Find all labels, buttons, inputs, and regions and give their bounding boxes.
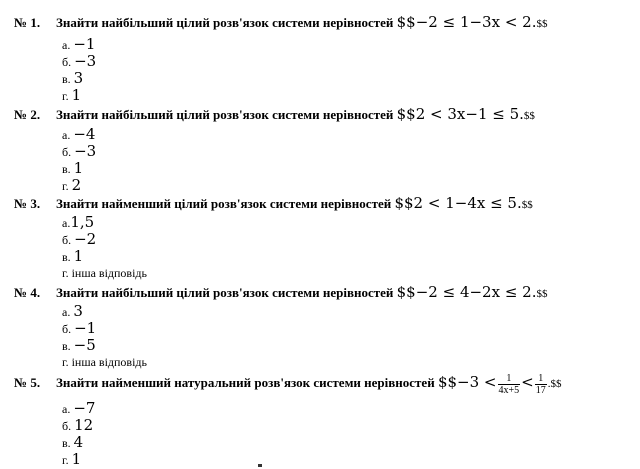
question-4-option-c xyxy=(62,337,96,355)
question-4-text: Знайти найбільший цілий розв'язок системи нерівностей xyxy=(56,285,394,300)
option-letter: б. xyxy=(62,322,72,336)
question-1-formula: $$−2 ≤ 1−3x < 2. xyxy=(396,13,537,31)
option-letter: в. xyxy=(62,436,71,450)
option-letter: а. xyxy=(62,128,71,142)
option-letter: г. xyxy=(62,266,69,280)
option-value: −3 xyxy=(74,52,97,70)
option-value: −3 xyxy=(74,142,97,160)
question-4-formula: $$−2 ≤ 4−2x ≤ 2. xyxy=(396,283,537,301)
question-5-fraction-2 xyxy=(535,373,547,396)
question-5-text: Знайти найменший натуральний розв'язок системи нерівностей xyxy=(56,375,435,390)
option-value: −4 xyxy=(73,125,96,143)
question-5-formula-end: .$$ xyxy=(547,378,562,390)
option-value: інша відповідь xyxy=(71,266,148,280)
fraction-denominator: 17 xyxy=(535,384,546,396)
option-letter: г. xyxy=(62,179,69,193)
question-3-text: Знайти найменший цілий розв'язок системи нерівностей xyxy=(56,196,392,211)
option-value: 1,5 xyxy=(70,213,95,231)
question-2-formula-end: $$ xyxy=(523,110,535,122)
option-value: 1 xyxy=(73,159,84,177)
option-value: 3 xyxy=(73,69,84,87)
question-2-number: № 2. xyxy=(14,107,41,122)
question-2-heading xyxy=(14,104,535,126)
stray-mark xyxy=(258,464,262,467)
option-letter: а. xyxy=(62,38,71,52)
option-value: 1 xyxy=(71,86,82,104)
option-value: 2 xyxy=(71,176,82,194)
option-letter: а. xyxy=(62,216,71,230)
fraction-numerator: 1 xyxy=(498,373,521,385)
option-value: 12 xyxy=(74,416,94,434)
option-letter: б. xyxy=(62,233,72,247)
question-3-formula: $$2 < 1−4x ≤ 5. xyxy=(394,194,522,212)
option-letter: б. xyxy=(62,419,72,433)
question-5-formula-mid: < xyxy=(521,373,534,391)
option-letter: б. xyxy=(62,145,72,159)
question-1-heading xyxy=(14,12,547,34)
question-1-number: № 1. xyxy=(14,15,41,30)
question-3-heading xyxy=(14,193,533,215)
option-value: −7 xyxy=(73,399,96,417)
option-letter: а. xyxy=(62,402,71,416)
option-letter: в. xyxy=(62,339,71,353)
option-letter: г. xyxy=(62,355,69,369)
option-letter: а. xyxy=(62,305,71,319)
question-5-fraction-1 xyxy=(498,373,521,396)
option-value: 4 xyxy=(73,433,84,451)
option-letter: г. xyxy=(62,89,69,103)
option-letter: в. xyxy=(62,72,71,86)
question-1-text: Знайти найбільший цілий розв'язок системи нерівностей xyxy=(56,15,394,30)
option-letter: б. xyxy=(62,55,72,69)
question-1-formula-end: $$ xyxy=(536,18,548,30)
option-value: −2 xyxy=(74,230,97,248)
option-letter: в. xyxy=(62,250,71,264)
question-5-number: № 5. xyxy=(14,375,41,390)
option-letter: в. xyxy=(62,162,71,176)
question-4-formula-end: $$ xyxy=(536,288,548,300)
option-value: −5 xyxy=(73,336,96,354)
question-4-heading xyxy=(14,282,547,304)
question-4-option-d xyxy=(62,354,147,371)
question-3-option-d xyxy=(62,265,147,282)
question-5-heading xyxy=(14,372,561,396)
option-letter: г. xyxy=(62,453,69,467)
question-5-option-d xyxy=(62,451,81,469)
fraction-denominator: 4x+5 xyxy=(498,384,520,396)
question-4-number: № 4. xyxy=(14,285,41,300)
option-value: 3 xyxy=(73,302,83,320)
fraction-numerator: 1 xyxy=(535,373,547,385)
option-value: 1 xyxy=(71,450,82,468)
question-5-formula-start: $$−3 < xyxy=(437,373,497,391)
question-3-number: № 3. xyxy=(14,196,41,211)
option-value: інша відповідь xyxy=(71,355,148,369)
question-3-option-c xyxy=(62,248,83,266)
question-1-option-d xyxy=(62,87,81,105)
option-value: 1 xyxy=(73,247,84,265)
question-2-text: Знайти найбільший цілий розв'язок системи нерівностей xyxy=(56,107,394,122)
option-value: −1 xyxy=(74,319,97,337)
question-3-formula-end: $$ xyxy=(521,199,533,211)
question-2-formula: $$2 < 3x−1 ≤ 5. xyxy=(396,105,524,123)
option-value: −1 xyxy=(73,35,96,53)
